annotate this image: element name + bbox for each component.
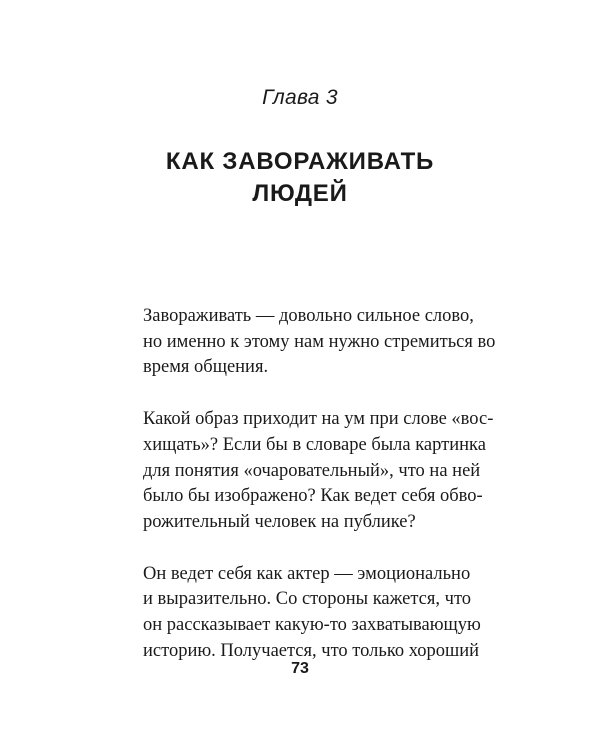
chapter-title-line: КАК ЗАВОРАЖИВАТЬ — [165, 148, 435, 175]
text-line: но именно к этому нам нужно стремиться во — [143, 331, 496, 352]
text-line: историю. Получается, что только хороший — [143, 640, 480, 661]
paragraph — [143, 407, 494, 536]
text-line: рожительный человек на публике? — [143, 511, 416, 532]
text-line: для понятия «очаровательный», что на ней — [143, 460, 481, 481]
text-line: хищать»? Если бы в словаре была картинка — [143, 434, 486, 455]
text-line: время общения. — [143, 357, 269, 378]
text-line: и выразительно. Со стороны кажется, что — [143, 589, 472, 610]
paragraph — [143, 562, 481, 665]
text-line: было бы изображено? Как ведет себя обво- — [143, 486, 483, 507]
text-line: Завораживать — довольно сильное слово, — [143, 306, 474, 326]
chapter-title-line: ЛЮДЕЙ — [252, 180, 348, 207]
chapter-label: Глава 3 — [262, 86, 338, 109]
body-text — [143, 304, 496, 690]
page-number: 73 — [291, 660, 309, 677]
chapter-title — [0, 146, 600, 210]
text-line: Какой образ приходит на ум при слове «вос- — [143, 409, 494, 430]
paragraph — [143, 304, 496, 381]
text-line: он рассказывает какую-то захватывающую — [143, 615, 481, 636]
text-line: Он ведет себя как актер — эмоционально — [143, 563, 471, 584]
